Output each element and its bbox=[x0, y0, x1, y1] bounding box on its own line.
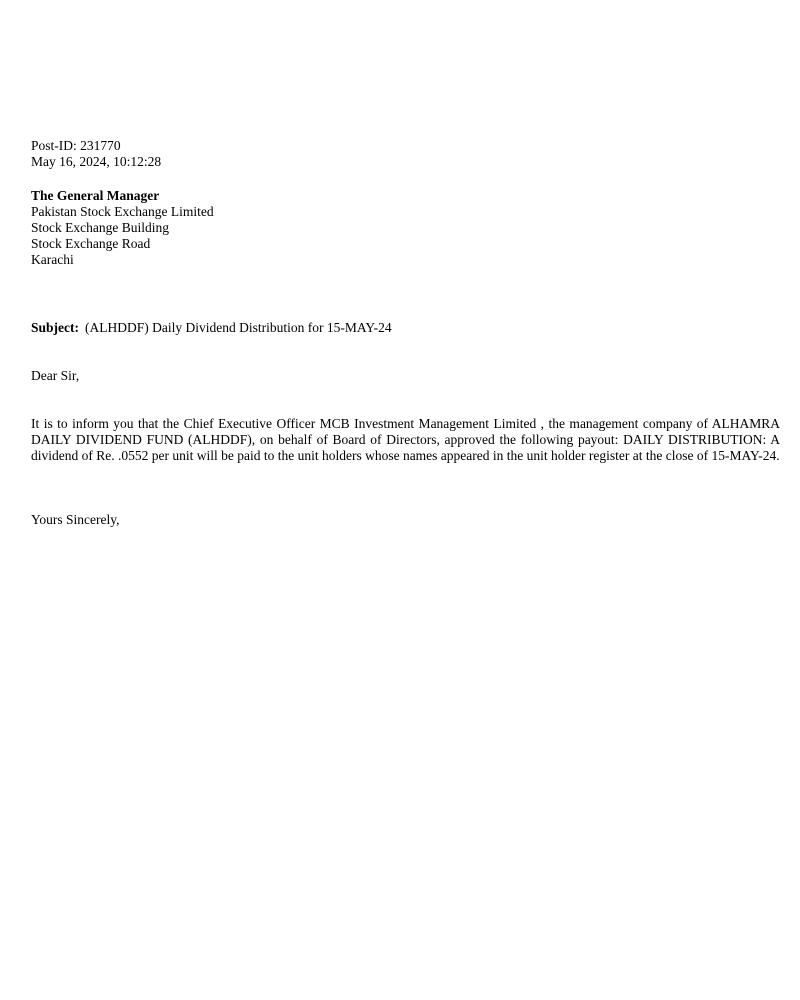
recipient-address-line: Pakistan Stock Exchange Limited bbox=[31, 204, 214, 219]
letter-meta bbox=[31, 138, 780, 170]
recipient-address-line: Stock Exchange Building bbox=[31, 220, 169, 235]
letter-body: It is to inform you that the Chief Executive Officer MCB Investment Management Limited , the management company of ALHAMRA DAILY DIVIDEND FUND (ALHDDF), on behalf of Board of Directors, approved the following payout: DAILY DISTRIBUTION: A dividend of Re. .0552 per unit will be paid to the unit holders whose names appeared in the unit holder register at the close of 15-MAY-24. bbox=[31, 416, 780, 463]
subject-text: (ALHDDF) Daily Dividend Distribution for 15-MAY-24 bbox=[85, 320, 392, 335]
recipient-address-line: Stock Exchange Road bbox=[31, 236, 151, 251]
letter-datetime: May 16, 2024, 10:12:28 bbox=[31, 154, 162, 169]
recipient-name: The General Manager bbox=[31, 188, 160, 203]
recipient-address-line: Karachi bbox=[31, 252, 74, 267]
post-id: Post-ID: 231770 bbox=[31, 138, 121, 153]
recipient-address bbox=[31, 188, 780, 268]
subject-line bbox=[31, 320, 780, 336]
subject-label: Subject: bbox=[31, 320, 79, 335]
salutation: Dear Sir, bbox=[31, 368, 80, 383]
closing: Yours Sincerely, bbox=[31, 512, 120, 527]
